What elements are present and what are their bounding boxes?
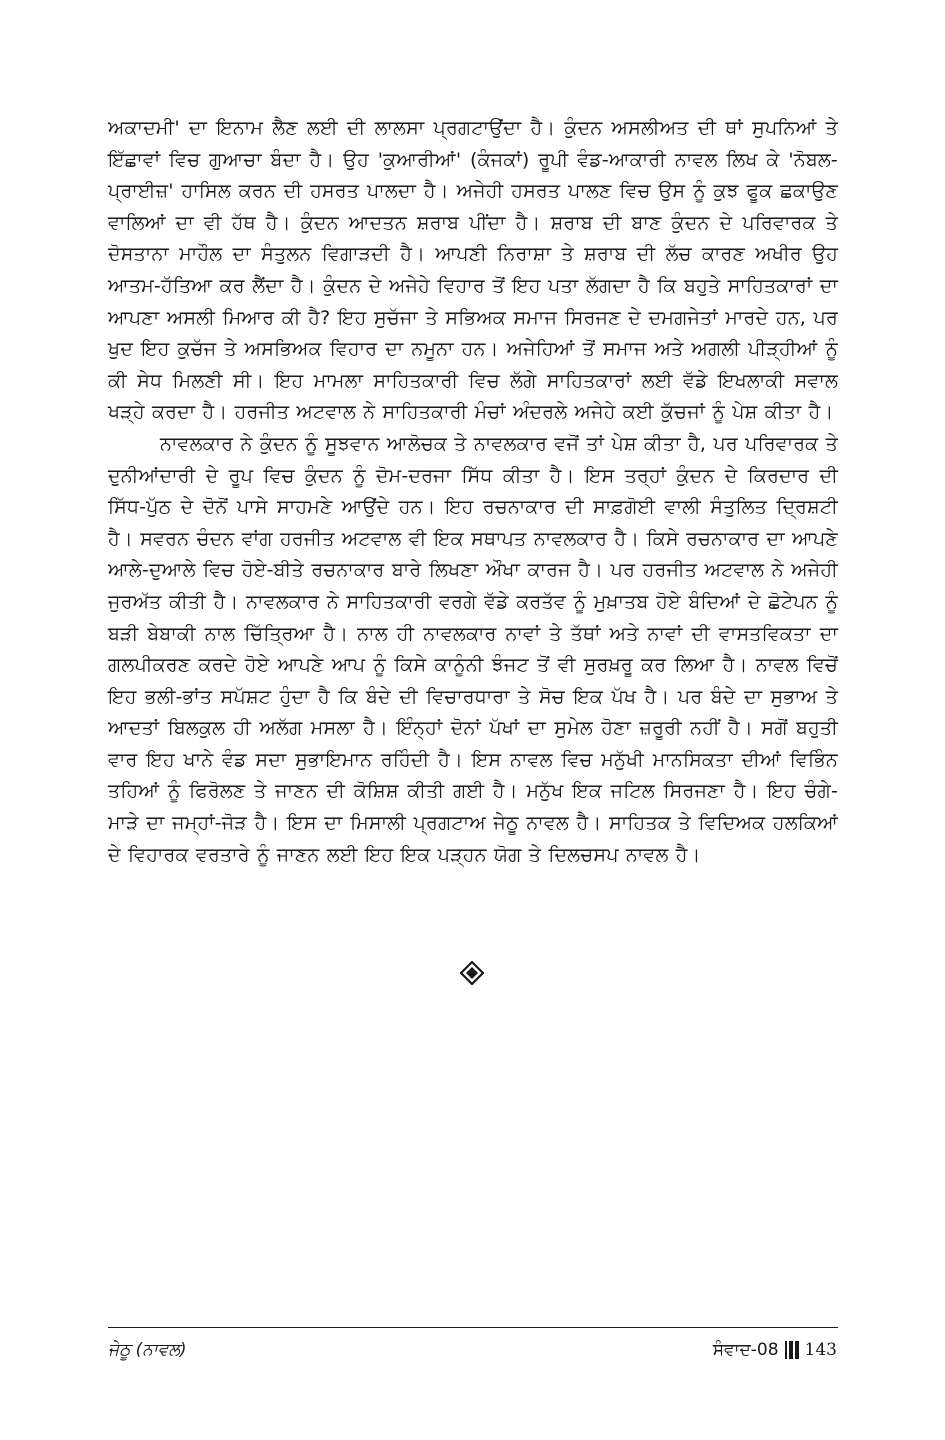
vertical-bars-icon	[785, 1340, 799, 1360]
footer-divider	[108, 1327, 838, 1328]
footer-journal-issue: ਸੰਵਾਦ-08	[712, 1340, 779, 1360]
footer-right	[713, 1340, 837, 1360]
footer-book-title: ਜੇਠੂ (ਨਾਵਲ)	[108, 1340, 187, 1360]
paragraph-2: ਨਾਵਲਕਾਰ ਨੇ ਕੁੰਦਨ ਨੂੰ ਸੂਝਵਾਨ ਆਲੋਚਕ ਤੇ ਨਾਵਲਕਾਰ ਵਜੋਂ ਤਾਂ ਪੇਸ਼ ਕੀਤਾ ਹੈ, ਪਰ ਪਰਿਵਾਰਕ ਤੇ ਦੁਨੀਆਂਦਾਰੀ ਦੇ ਰੂਪ ਵਿਚ ਕੁੰਦਨ ਨੂੰ ਦੋਮ-ਦਰਜਾ ਸਿੱਧ ਕੀਤਾ ਹੈ। ਇਸ ਤਰ੍ਹਾਂ ਕੁੰਦਨ ਦੇ ਕਿਰਦਾਰ ਦੀ ਸਿੱਧ-ਪੁੱਠ ਦੇ ਦੋਨੋਂ ਪਾਸੇ ਸਾਹਮਣੇ ਆਉਂਦੇ ਹਨ। ਇਹ ਰਚਨਾਕਾਰ ਦੀ ਸਾਫ਼ਗੋਈ ਵਾਲੀ ਸੰਤੁਲਿਤ ਦ੍ਰਿਸ਼ਟੀ ਹੈ। ਸਵਰਨ ਚੰਦਨ ਵਾਂਗ ਹਰਜੀਤ ਅਟਵਾਲ ਵੀ ਇਕ ਸਥਾਪਤ ਨਾਵਲਕਾਰ ਹੈ। ਕਿਸੇ ਰਚਨਾਕਾਰ ਦਾ ਆਪਣੇ ਆਲੇ-ਦੁਆਲੇ ਵਿਚ ਹੋਏ-ਬੀਤੇ ਰਚਨਾਕਾਰ ਬਾਰੇ ਲਿਖਣਾ ਔਖਾ ਕਾਰਜ ਹੈ। ਪਰ ਹਰਜੀਤ ਅਟਵਾਲ ਨੇ ਅਜੇਹੀ ਜੁਰਅੱਤ ਕੀਤੀ ਹੈ। ਨਾਵਲਕਾਰ ਨੇ ਸਾਹਿਤਕਾਰੀ ਵਰਗੇ ਵੱਡੇ ਕਰਤੱਵ ਨੂੰ ਮੁਖ਼ਾਤਬ ਹੋਏ ਬੰਦਿਆਂ ਦੇ ਛੋਟੇਪਨ ਨੂੰ ਬੜੀ ਬੇਬਾਕੀ ਨਾਲ ਚਿੱਤ੍ਰਿਆ ਹੈ। ਨਾਲ ਹੀ ਨਾਵਲਕਾਰ ਨਾਵਾਂ ਤੇ ਤੱਥਾਂ ਅਤੇ ਨਾਵਾਂ ਦੀ ਵਾਸਤਵਿਕਤਾ ਦਾ ਗਲਪੀਕਰਣ ਕਰਦੇ ਹੋਏ ਆਪਣੇ ਆਪ ਨੂੰ ਕਿਸੇ ਕਾਨੂੰਨੀ ਝੰਜਟ ਤੋਂ ਵੀ ਸੁਰਖ਼ਰੂ ਕਰ ਲਿਆ ਹੈ। ਨਾਵਲ ਵਿਚੋਂ ਇਹ ਭਲੀ-ਭਾਂਤ ਸਪੱਸ਼ਟ ਹੁੰਦਾ ਹੈ ਕਿ ਬੰਦੇ ਦੀ ਵਿਚਾਰਧਾਰਾ ਤੇ ਸੋਚ ਇਕ ਪੱਖ ਹੈ। ਪਰ ਬੰਦੇ ਦਾ ਸੁਭਾਅ ਤੇ ਆਦਤਾਂ ਬਿਲਕੁਲ ਹੀ ਅਲੱਗ ਮਸਲਾ ਹੈ। ਇੰਨ੍ਹਾਂ ਦੋਨਾਂ ਪੱਖਾਂ ਦਾ ਸੁਮੇਲ ਹੋਣਾ ਜ਼ਰੂਰੀ ਨਹੀਂ ਹੈ। ਸਗੋਂ ਬਹੁਤੀ ਵਾਰ ਇਹ ਖਾਨੇ ਵੰਡ ਸਦਾ ਸੁਭਾਇਮਾਨ ਰਹਿੰਦੀ ਹੈ। ਇਸ ਨਾਵਲ ਵਿਚ ਮਨੁੱਖੀ ਮਾਨਸਿਕਤਾ ਦੀਆਂ ਵਿਭਿੰਨ ਤਹਿਆਂ ਨੂੰ ਫਿਰੋਲਣ ਤੇ ਜਾਣਨ ਦੀ ਕੋਸ਼ਿਸ਼ ਕੀਤੀ ਗਈ ਹੈ। ਮਨੁੱਖ ਇਕ ਜਟਿਲ ਸਿਰਜਣਾ ਹੈ। ਇਹ ਚੰਗੇ-ਮਾੜੇ ਦਾ ਜਮ੍ਹਾਂ-ਜੋੜ ਹੈ। ਇਸ ਦਾ ਮਿਸਾਲੀ ਪ੍ਰਗਟਾਅ ਜੇਠੂ ਨਾਵਲ ਹੈ। ਸਾਹਿਤਕ ਤੇ ਵਿਦਿਅਕ ਹਲਕਿਆਂ ਦੇ ਵਿਹਾਰਕ ਵਰਤਾਰੇ ਨੂੰ ਜਾਣਨ ਲਈ ਇਹ ਇਕ ਪੜ੍ਹਨ ਯੋਗ ਤੇ ਦਿਲਚਸਪ ਨਾਵਲ ਹੈ।	[108, 432, 838, 866]
paragraph-1: ਅਕਾਦਮੀ' ਦਾ ਇਨਾਮ ਲੈਣ ਲਈ ਦੀ ਲਾਲਸਾ ਪ੍ਰਗਟਾਉਂਦਾ ਹੈ। ਕੁੰਦਨ ਅਸਲੀਅਤ ਦੀ ਥਾਂ ਸੁਪਨਿਆਂ ਤੇ ਇੱਛਾਵਾਂ ਵਿਚ ਗੁਆਚਾ ਬੰਦਾ ਹੈ। ਉਹ 'ਕੁਆਰੀਆਂ' (ਕੰਜਕਾਂ) ਰੂਪੀ ਵੰਡ-ਆਕਾਰੀ ਨਾਵਲ ਲਿਖ ਕੇ 'ਨੋਬਲ-ਪ੍ਰਾਈਜ਼' ਹਾਸਿਲ ਕਰਨ ਦੀ ਹਸਰਤ ਪਾਲਦਾ ਹੈ। ਅਜੇਹੀ ਹਸਰਤ ਪਾਲਣ ਵਿਚ ਉਸ ਨੂੰ ਕੁਝ ਫੂਕ ਛਕਾਉਣ ਵਾਲਿਆਂ ਦਾ ਵੀ ਹੱਥ ਹੈ। ਕੁੰਦਨ ਆਦਤਨ ਸ਼ਰਾਬ ਪੀਂਦਾ ਹੈ। ਸ਼ਰਾਬ ਦੀ ਬਾਣ ਕੁੰਦਨ ਦੇ ਪਰਿਵਾਰਕ ਤੇ ਦੋਸਤਾਨਾ ਮਾਹੌਲ ਦਾ ਸੰਤੁਲਨ ਵਿਗਾੜਦੀ ਹੈ। ਆਪਣੀ ਨਿਰਾਸ਼ਾ ਤੇ ਸ਼ਰਾਬ ਦੀ ਲੱਚ ਕਾਰਣ ਅਖੀਰ ਉਹ ਆਤਮ-ਹੱਤਿਆ ਕਰ ਲੈਂਦਾ ਹੈ। ਕੁੰਦਨ ਦੇ ਅਜੇਹੇ ਵਿਹਾਰ ਤੋਂ ਇਹ ਪਤਾ ਲੱਗਦਾ ਹੈ ਕਿ ਬਹੁਤੇ ਸਾਹਿਤਕਾਰਾਂ ਦਾ ਆਪਣਾ ਅਸਲੀ ਮਿਆਰ ਕੀ ਹੈ? ਇਹ ਸੁਚੱਜਾ ਤੇ ਸਭਿਅਕ ਸਮਾਜ ਸਿਰਜਣ ਦੇ ਦਮਗਜੇਤਾਂ ਮਾਰਦੇ ਹਨ, ਪਰ ਖੁਦ ਇਹ ਕੁਚੱਜ ਤੇ ਅਸਭਿਅਕ ਵਿਹਾਰ ਦਾ ਨਮੂਨਾ ਹਨ। ਅਜੇਹਿਆਂ ਤੋਂ ਸਮਾਜ ਅਤੇ ਅਗਲੀ ਪੀੜ੍ਹੀਆਂ ਨੂੰ ਕੀ ਸੇਧ ਮਿਲਣੀ ਸੀ। ਇਹ ਮਾਮਲਾ ਸਾਹਿਤਕਾਰੀ ਵਿਚ ਲੱਗੇ ਸਾਹਿਤਕਾਰਾਂ ਲਈ ਵੱਡੇ ਇਖਲਾਕੀ ਸਵਾਲ ਖੜ੍ਹੇ ਕਰਦਾ ਹੈ। ਹਰਜੀਤ ਅਟਵਾਲ ਨੇ ਸਾਹਿਤਕਾਰੀ ਮੰਚਾਂ ਅੰਦਰਲੇ ਅਜੇਹੇ ਕਈ ਕੁੱਚਜਾਂ ਨੂੰ ਪੇਸ਼ ਕੀਤਾ ਹੈ।	[108, 117, 838, 424]
diamond-ornament-icon	[460, 961, 484, 985]
body-text	[108, 113, 838, 871]
page-number: 143	[804, 1340, 837, 1360]
